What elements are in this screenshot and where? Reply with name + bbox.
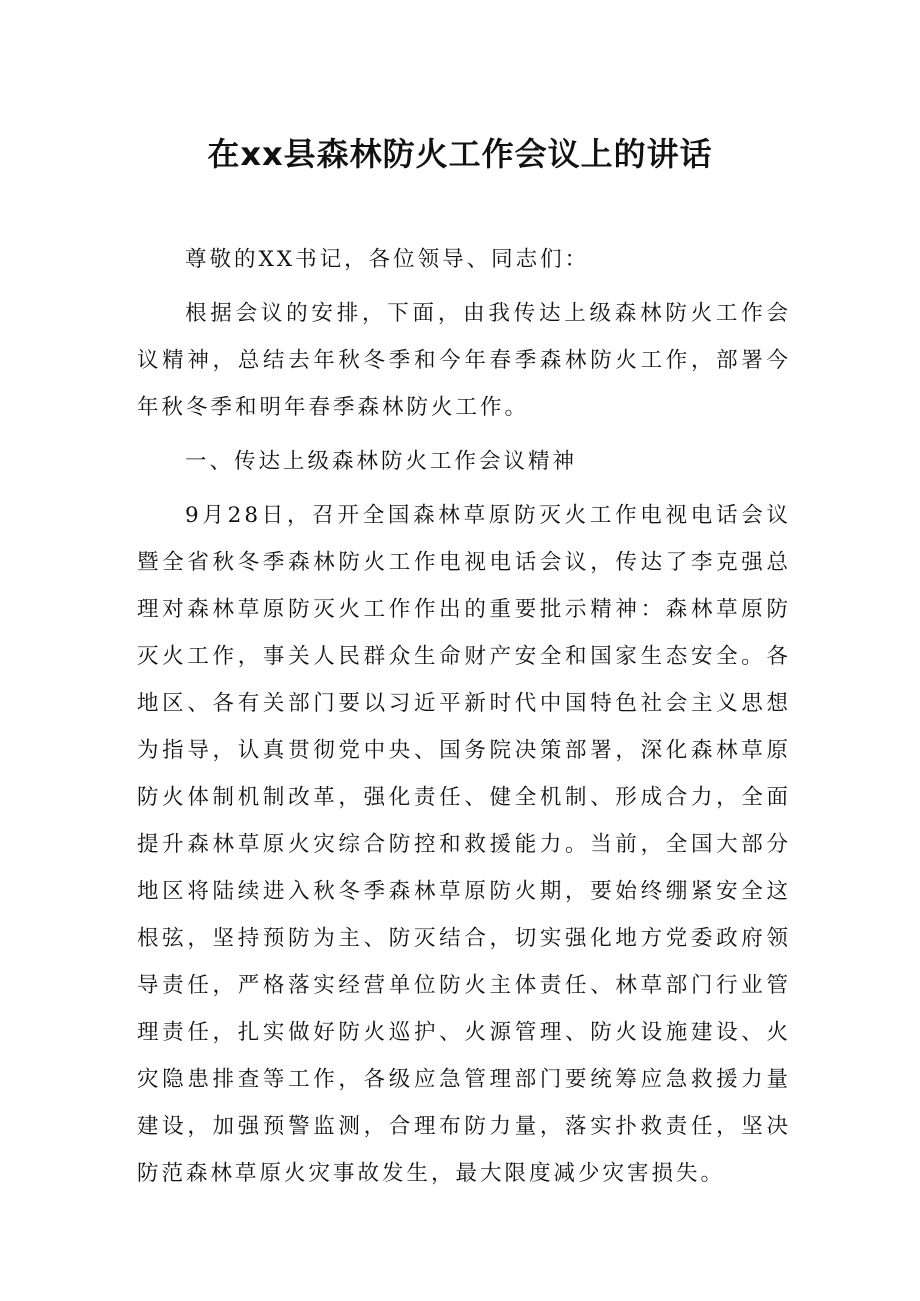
document-body	[137, 236, 791, 1197]
section-paragraph: 9月28日，召开全国森林草原防灭火工作电视电话会议暨全省秋冬季森林防火工作电视电话会议，传达了李克强总理对森林草原防灭火工作作出的重要批示精神：森林草原防灭火工作，事关人民群众生命财产安全和国家生态安全。各地区、各有关部门要以习近平新时代中国特色社会主义思想为指导，认真贯彻党中央、国务院决策部署，深化森林草原防火体制机制改革，强化责任、健全机制、形成合力，全面提升森林草原火灾综合防控和救援能力。当前，全国大部分地区将陆续进入秋冬季森林草原防火期，要始终绷紧安全这根弦，坚持预防为主、防灭结合，切实强化地方党委政府领导责任，严格落实经营单位防火主体责任、林草部门行业管理责任，扎实做好防火巡护、火源管理、防火设施建设、火灾隐患排查等工作，各级应急管理部门要统筹应急救援力量建设，加强预警监测，合理布防力量，落实扑救责任，坚决防范森林草原火灾事故发生，最大限度减少灾害损失。	[137, 503, 791, 1186]
section-heading: 一、传达上级森林防火工作会议精神	[185, 449, 578, 474]
salutation: 尊敬的XX书记，各位领导、同志们：	[185, 247, 590, 272]
intro-paragraph: 根据会议的安排，下面，由我传达上级森林防火工作会议精神，总结去年秋冬季和今年春季森林防火工作，部署今年秋冬季和明年春季森林防火工作。	[137, 301, 791, 420]
document-title: 在xx县森林防火工作会议上的讲话	[207, 135, 713, 173]
